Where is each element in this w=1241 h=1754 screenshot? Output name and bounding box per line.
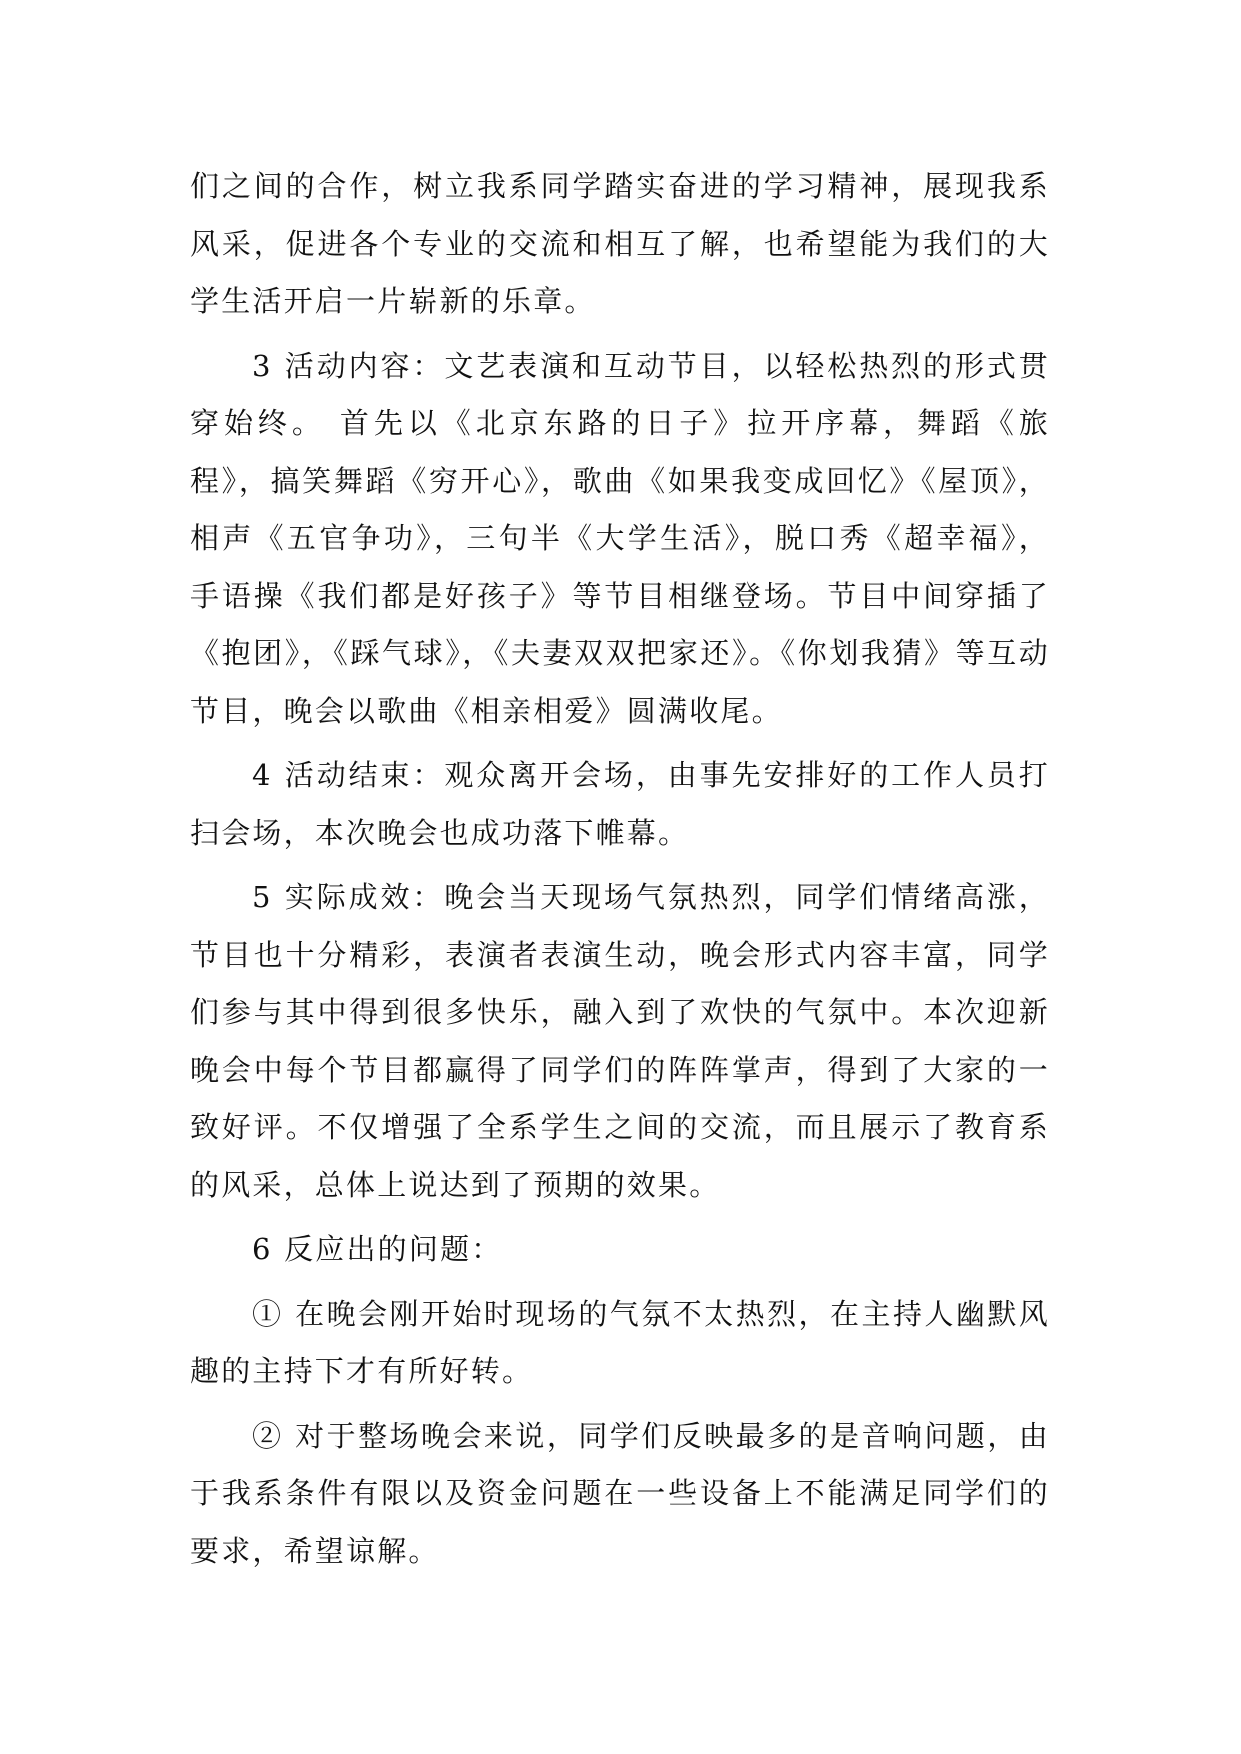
paragraph-problem-2: ② 对于整场晚会来说，同学们反映最多的是音响问题，由于我系条件有限以及资金问题在一些设备上不能满足同学们的要求，希望谅解。 (190, 1418, 1050, 1568)
paragraph-activity-content: 3 活动内容：文艺表演和互动节目，以轻松热烈的形式贯穿始终。 首先以《北京东路的日子》拉开序幕，舞蹈《旅程》，搞笑舞蹈《穷开心》，歌曲《如果我变成回忆》《屋顶》，相声《五官争功》，三句半《大学生活》，脱口秀《超幸福》，手语操《我们都是好孩子》等节目相继登场。节目中间穿插了《抱团》，《踩气球》，《夫妻双双把家还》。《你划我猜》等互动节目，晚会以歌曲《相亲相爱》圆满收尾。 (190, 348, 1050, 728)
paragraph-problem-1: ① 在晚会刚开始时现场的气氛不太热烈，在主持人幽默风趣的主持下才有所好转。 (190, 1296, 1050, 1388)
paragraph-continuation: 们之间的合作，树立我系同学踏实奋进的学习精神，展现我系风采，促进各个专业的交流和相互了解，也希望能为我们的大学生活开启一片崭新的乐章。 (190, 169, 1050, 318)
paragraph-actual-results: 5 实际成效：晚会当天现场气氛热烈，同学们情绪高涨，节目也十分精彩，表演者表演生动，晚会形式内容丰富，同学们参与其中得到很多快乐，融入到了欢快的气氛中。本次迎新晚会中每个节目都赢得了同学们的阵阵掌声，得到了大家的一致好评。不仅增强了全系学生之间的交流，而且展示了教育系的风采，总体上说达到了预期的效果。 (190, 880, 1050, 1202)
paragraph-problems-heading: 6 反应出的问题： (252, 1232, 503, 1266)
document-body (190, 158, 1050, 1587)
paragraph-activity-end: 4 活动结束：观众离开会场，由事先安排好的工作人员打扫会场，本次晚会也成功落下帷幕。 (190, 758, 1050, 850)
